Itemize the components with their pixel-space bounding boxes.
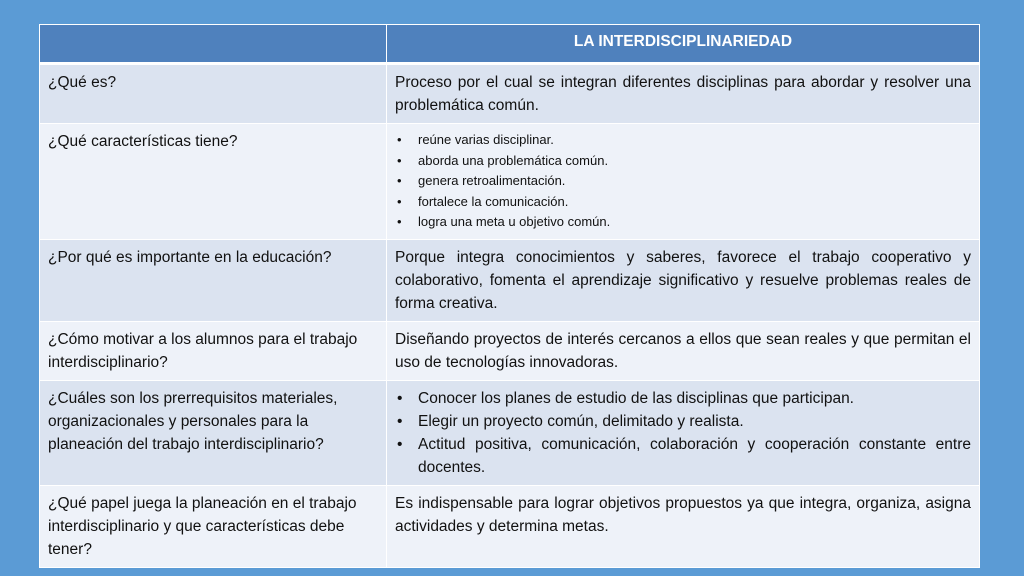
answer-cell: Diseñando proyectos de interés cercanos a ellos que sean reales y que permitan el uso de tecnologías innovadoras. xyxy=(387,321,980,380)
question-cell: ¿Cómo motivar a los alumnos para el trabajo interdisciplinario? xyxy=(40,321,387,380)
list-item: • logra una meta u objetivo común. xyxy=(418,212,971,233)
header-left-cell xyxy=(40,25,387,64)
prerequisites-list xyxy=(395,387,971,479)
answer-cell xyxy=(387,380,980,485)
answer-cell xyxy=(387,124,980,240)
answer-cell: Porque integra conocimientos y saberes, favorece el trabajo cooperativo y colaborativo, fomenta el aprendizaje significativo y resuelve problemas reales de forma creativa. xyxy=(387,239,980,321)
question-cell: ¿Qué papel juega la planeación en el trabajo interdisciplinario y que características debe tener? xyxy=(40,485,387,567)
table-title: LA INTERDISCIPLINARIEDAD xyxy=(387,25,980,64)
table-row xyxy=(40,321,980,380)
question-cell: ¿Por qué es importante en la educación? xyxy=(40,239,387,321)
table-row xyxy=(40,485,980,567)
characteristics-list xyxy=(395,130,971,233)
list-item: • reúne varias disciplinar. xyxy=(418,130,971,151)
table-row xyxy=(40,239,980,321)
list-item: • aborda una problemática común. xyxy=(418,151,971,172)
list-item: • Actitud positiva, comunicación, colaboración y cooperación constante entre docentes. xyxy=(418,433,971,479)
list-item: • Elegir un proyecto común, delimitado y realista. xyxy=(418,410,971,433)
list-item: • genera retroalimentación. xyxy=(418,171,971,192)
table-row xyxy=(40,380,980,485)
table-row xyxy=(40,124,980,240)
answer-cell: Proceso por el cual se integran diferentes disciplinas para abordar y resolver una problemática común. xyxy=(387,64,980,124)
answer-cell: Es indispensable para lograr objetivos propuestos ya que integra, organiza, asigna actividades y determina metas. xyxy=(387,485,980,567)
table-row xyxy=(40,64,980,124)
table-header-row xyxy=(40,25,980,64)
list-item: • fortalece la comunicación. xyxy=(418,192,971,213)
question-cell: ¿Qué características tiene? xyxy=(40,124,387,240)
question-cell: ¿Cuáles son los prerrequisitos materiales, organizacionales y personales para la planeación del trabajo interdisciplinario? xyxy=(40,380,387,485)
list-item: • Conocer los planes de estudio de las disciplinas que participan. xyxy=(418,387,971,410)
question-cell: ¿Qué es? xyxy=(40,64,387,124)
interdisciplinarity-table xyxy=(39,24,980,568)
